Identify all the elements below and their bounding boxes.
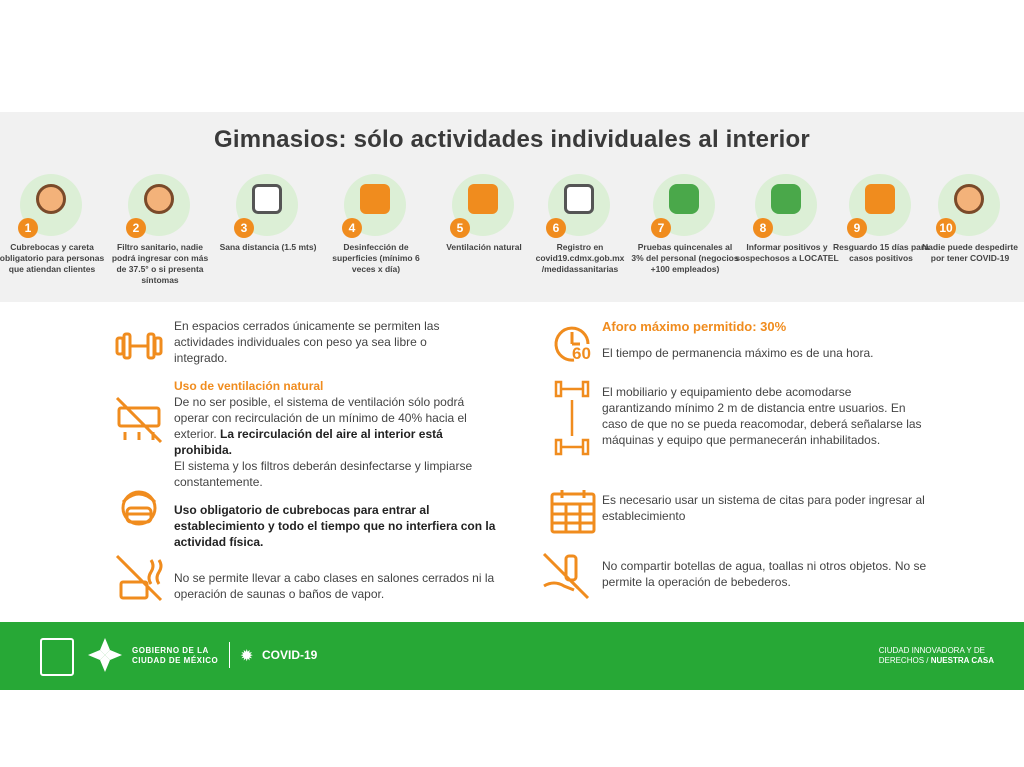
step-number: 7 xyxy=(651,218,671,238)
screen-icon xyxy=(564,184,594,214)
step-caption: Pruebas quincenales al 3% del personal (negocios +100 empleados) xyxy=(631,242,739,274)
keypad-icon xyxy=(771,184,801,214)
no-sauna-icon xyxy=(113,552,165,604)
right-row-3-text: Es necesario usar un sistema de citas para poder ingresar al establecimiento xyxy=(602,493,925,523)
government-label xyxy=(132,646,218,666)
footer-divider xyxy=(229,642,230,668)
step-7 xyxy=(631,174,739,294)
window-icon xyxy=(468,184,498,214)
step-caption: Cubrebocas y careta obligatorio para personas que atiendan clientes xyxy=(0,242,105,274)
step-number: 2 xyxy=(126,218,146,238)
dumbbells-distance-icon xyxy=(546,378,598,462)
ventilation-text-b: La recirculación del aire al interior está prohibida. xyxy=(174,427,443,457)
ventilation-text-a: De no ser posible, el sistema de ventilación sólo podrá operar con recirculación de un mínimo de 40% hacia el exterior. xyxy=(174,395,467,441)
aforo-subtext: El tiempo de permanencia máximo es de una hora. xyxy=(602,346,874,360)
step-number: 10 xyxy=(936,218,956,238)
step-caption: Sana distancia (1.5 mts) xyxy=(219,242,317,252)
person-icon xyxy=(144,184,174,214)
home-icon xyxy=(865,184,895,214)
person-icon xyxy=(36,184,66,214)
step-6 xyxy=(532,174,628,294)
ventilation-block xyxy=(174,378,499,490)
step-caption: Registro en covid19.cdmx.gob.mx /medidassanitarias xyxy=(535,242,625,274)
bottle-icon xyxy=(360,184,390,214)
no-air-conditioner-icon xyxy=(113,394,165,446)
people-distance-icon xyxy=(252,184,282,214)
step-caption: Nadie puede despedirte por tener COVID-19 xyxy=(922,242,1018,263)
calendar-icon xyxy=(548,486,600,538)
step-number: 4 xyxy=(342,218,362,238)
left-row-3-text: Uso obligatorio de cubrebocas para entrar al establecimiento y todo el tiempo que no interfiera con la actividad física. xyxy=(174,503,496,549)
clock-label: 60 xyxy=(572,344,591,363)
left-row-4-text: No se permite llevar a cabo clases en salones cerrados ni la operación de saunas o baños de vapor. xyxy=(174,571,495,601)
ventilation-text-c: El sistema y los filtros deberán desinfectarse y limpiarse constantemente. xyxy=(174,459,473,489)
step-5 xyxy=(436,174,532,294)
dumbbell-icon xyxy=(113,320,165,372)
government-line-2: CIUDAD DE MÉXICO xyxy=(132,656,219,665)
step-4 xyxy=(328,174,424,294)
virus-icon: ✹ xyxy=(240,648,254,665)
step-3 xyxy=(220,174,316,294)
step-2 xyxy=(112,174,208,294)
slogan-line-2b: NUESTRA CASA xyxy=(930,656,994,665)
step-caption: Filtro sanitario, nadie podrá ingresar con más de 37.5° o si presenta síntomas xyxy=(111,242,209,285)
step-8 xyxy=(735,174,839,294)
no-sharing-bottle-icon xyxy=(540,550,592,602)
step-number: 5 xyxy=(450,218,470,238)
slogan-line-1: CIUDAD INNOVADORA Y DE xyxy=(878,646,985,655)
step-caption: Informar positivos y sospechosos a LOCATEL xyxy=(735,242,839,263)
slogan-line-2a: DERECHOS / xyxy=(878,656,929,665)
clock-60-icon xyxy=(548,318,600,370)
poster xyxy=(0,112,1024,690)
step-caption: Desinfección de superficies (mínimo 6 veces x día) xyxy=(332,242,420,274)
swab-icon xyxy=(669,184,699,214)
step-caption: Resguardo 15 días para casos positivos xyxy=(833,242,929,263)
page-title: Gimnasios: sólo actividades individuales al interior xyxy=(214,126,810,153)
cdmx-logo-icon xyxy=(86,636,124,674)
aforo-heading: Aforo máximo permitido: 30% xyxy=(602,319,787,334)
step-number: 6 xyxy=(546,218,566,238)
person-icon xyxy=(954,184,984,214)
step-number: 1 xyxy=(18,218,38,238)
face-mask-icon xyxy=(113,482,165,534)
step-number: 8 xyxy=(753,218,773,238)
government-line-1: GOBIERNO DE LA xyxy=(132,646,209,655)
steps-band xyxy=(0,112,1024,302)
slogan xyxy=(879,646,994,666)
step-10 xyxy=(922,174,1018,294)
covid-label: COVID-19 xyxy=(262,648,318,662)
slogan-line-2 xyxy=(879,656,994,666)
ventilation-heading: Uso de ventilación natural xyxy=(174,379,324,393)
step-number: 9 xyxy=(847,218,867,238)
right-row-2-text: El mobiliario y equipamiento debe acomodarse garantizando mínimo 2 m de distancia entre usuarios. En caso de que no se pueda reacomodar, deberá señalarse las máquinas y equipo que permanecerán inhabilitados. xyxy=(602,385,922,447)
step-caption: Ventilación natural xyxy=(446,242,522,252)
step-1 xyxy=(0,174,105,294)
left-row-1-text: En espacios cerrados únicamente se permiten las actividades individuales con peso ya sea libre o integrado. xyxy=(174,319,440,365)
step-9 xyxy=(833,174,929,294)
footer xyxy=(0,622,1024,690)
coat-of-arms-icon xyxy=(40,638,74,676)
step-number: 3 xyxy=(234,218,254,238)
right-row-4-text: No compartir botellas de agua, toallas ni otros objetos. No se permite la operación de bebederos. xyxy=(602,559,927,589)
